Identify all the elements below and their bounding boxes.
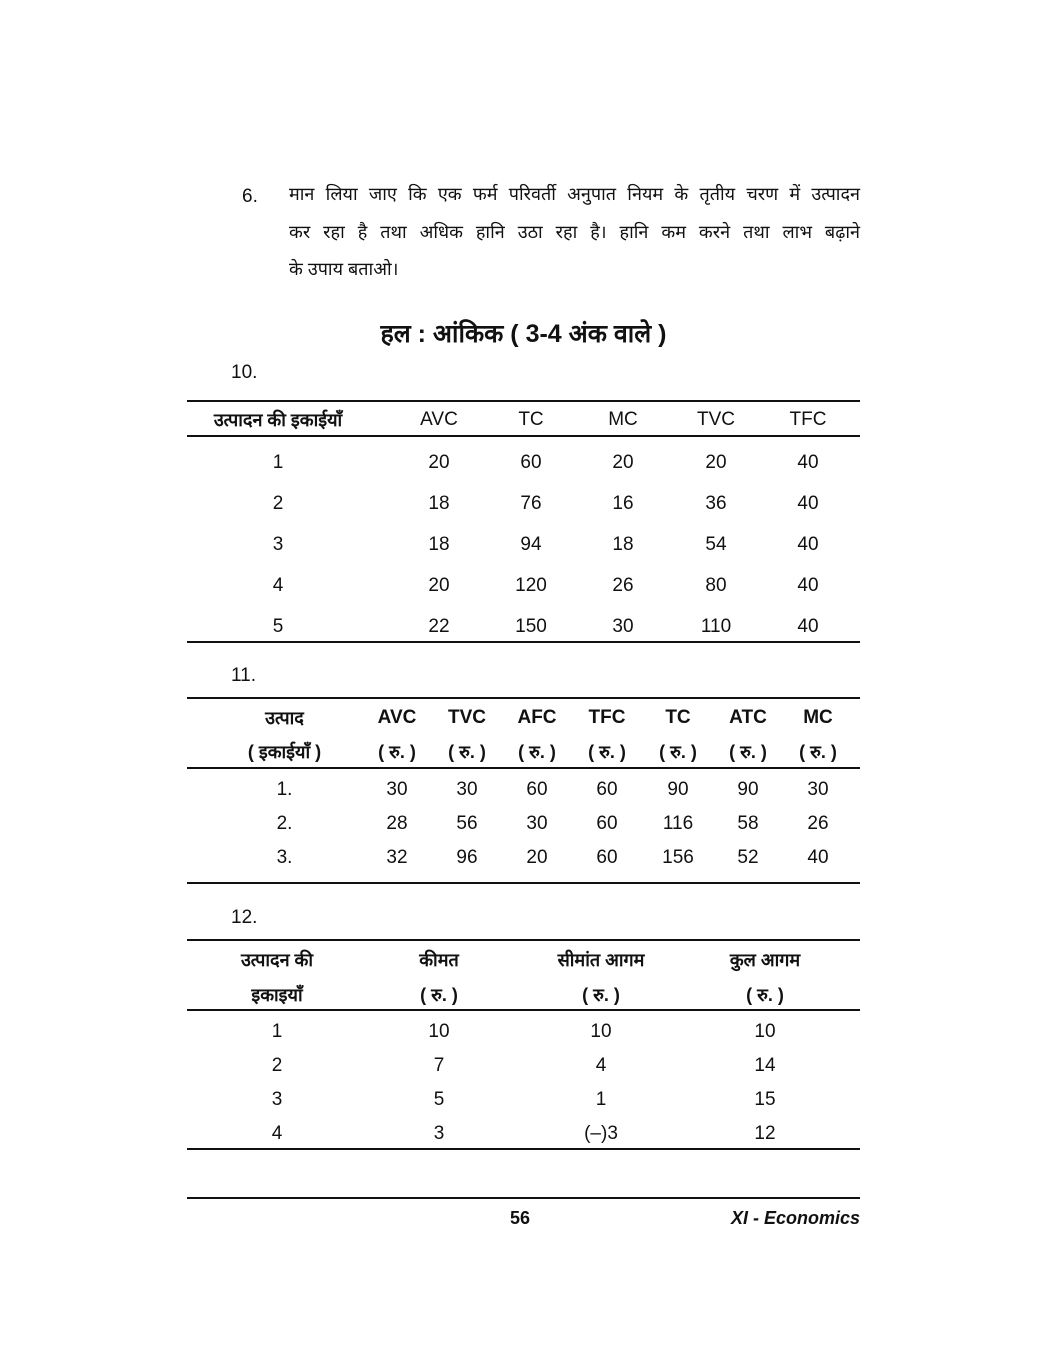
- table-10-header-units: उत्पादन की इकाईयाँ: [213, 410, 343, 430]
- table-12-header-rule: [187, 1009, 860, 1011]
- table-10-bottom-rule: [187, 641, 860, 643]
- table-row: [187, 1085, 860, 1115]
- table-11-cell: 56: [456, 813, 478, 834]
- table-row: [187, 1119, 860, 1149]
- table-11-bottom-rule: [187, 882, 860, 884]
- table-11-cell: 90: [737, 779, 759, 800]
- table-11-header-tfc: TFC: [588, 707, 626, 728]
- table-11-cell: 116: [662, 813, 694, 834]
- table-10-cell: 40: [797, 534, 819, 555]
- table-12-cell: 12: [754, 1123, 776, 1144]
- table-row: [187, 843, 860, 873]
- table-12-header-output: उत्पादन की: [240, 950, 314, 970]
- table-11-cell: 1.: [276, 779, 293, 800]
- table-11-cell: 32: [386, 847, 408, 868]
- table-11-top-rule: [187, 697, 860, 699]
- table-11-subheader-rs: ( रु. ): [448, 742, 486, 762]
- table-11-cell: 28: [386, 813, 408, 834]
- table-11-cell: 26: [807, 813, 829, 834]
- table-11-cell: 30: [807, 779, 829, 800]
- table-11-header-tvc: TVC: [448, 707, 486, 728]
- table-11-subheader-rs: ( रु. ): [799, 742, 837, 762]
- table-10-cell: 18: [428, 493, 450, 514]
- table-10-cell: 22: [428, 616, 450, 637]
- table-11-cell: 30: [456, 779, 478, 800]
- table-11-cell: 20: [526, 847, 548, 868]
- table-11-subheader-rs: ( रु. ): [659, 742, 697, 762]
- table-10-cell: 20: [428, 575, 450, 596]
- table-row: [187, 809, 860, 839]
- table-10-cell: 30: [612, 616, 634, 637]
- table-11-cell: 30: [386, 779, 408, 800]
- table-10-cell: 40: [797, 616, 819, 637]
- table-11-cell: 58: [737, 813, 759, 834]
- table-12-top-rule: [187, 939, 860, 941]
- table-11-header-mc: MC: [803, 707, 833, 728]
- question-6-line-2: कर रहा है तथा अधिक हानि उठा रहा है। हानि कम करने तथा लाभ बढ़ाने: [289, 222, 860, 242]
- table-12-cell: 4: [595, 1055, 607, 1076]
- table-11-cell: 156: [662, 847, 694, 868]
- table-10-cell: 20: [705, 452, 727, 473]
- table-10-cell: 150: [515, 616, 547, 637]
- table-10-top-rule: [187, 400, 860, 402]
- table-12-header-marginal-revenue: सीमांत आगम: [557, 950, 645, 970]
- table-10-cell: 2: [272, 493, 284, 514]
- table-row: [187, 448, 860, 478]
- table-10-cell: 40: [797, 575, 819, 596]
- table-10-cell: 54: [705, 534, 727, 555]
- table-10-cell: 4: [272, 575, 284, 596]
- table-12-cell: 1: [271, 1021, 283, 1042]
- table-10-cell: 16: [612, 493, 634, 514]
- table-row: [187, 775, 860, 805]
- table-11-cell: 90: [667, 779, 689, 800]
- table-row: [187, 571, 860, 601]
- table-11-cell: 60: [596, 847, 618, 868]
- table-11-header-row: [187, 703, 860, 733]
- table-10-cell: 40: [797, 493, 819, 514]
- table-10-cell: 94: [520, 534, 542, 555]
- table-row: [187, 612, 860, 642]
- table-11-cell: 2.: [276, 813, 293, 834]
- table-11-header-avc: AVC: [377, 707, 417, 728]
- table-12-cell: 15: [754, 1089, 776, 1110]
- table-10-header-tvc: TVC: [697, 409, 735, 430]
- table-11-subheader-rs: ( रु. ): [518, 742, 556, 762]
- table-10-cell: 1: [272, 452, 284, 473]
- table-11-header-afc: AFC: [517, 707, 557, 728]
- table-11-cell: 40: [807, 847, 829, 868]
- table-11-header-rule: [187, 767, 860, 769]
- table-row: [187, 1051, 860, 1081]
- table-11-subheader-row: [187, 737, 860, 767]
- table-11-subheader-units: ( इकाईयाँ ): [247, 742, 322, 762]
- question-11-number: 11.: [231, 665, 257, 686]
- question-10-number: 10.: [231, 362, 258, 383]
- table-10-cell: 26: [612, 575, 634, 596]
- question-6-line-3: के उपाय बताओ।: [289, 259, 399, 279]
- table-10-cell: 80: [705, 575, 727, 596]
- table-11-subheader-rs: ( रु. ): [378, 742, 416, 762]
- table-10-header-mc: MC: [608, 409, 638, 430]
- table-11-header-atc: ATC: [729, 707, 767, 728]
- table-12-cell: 1: [595, 1089, 607, 1110]
- table-10-cell: 120: [515, 575, 547, 596]
- table-11-cell: 60: [596, 779, 618, 800]
- table-10-header-avc: AVC: [420, 409, 458, 430]
- table-row: [187, 489, 860, 519]
- table-12-subheader-units: इकाइयाँ: [251, 985, 303, 1005]
- table-12-cell: 2: [271, 1055, 283, 1076]
- footer-rule: [187, 1197, 860, 1199]
- table-12-cell: 3: [271, 1089, 283, 1110]
- table-11-header-tc: TC: [665, 707, 691, 728]
- table-11-cell: 60: [596, 813, 618, 834]
- table-10-cell: 5: [272, 616, 284, 637]
- table-12-cell: 3: [433, 1123, 445, 1144]
- table-10-cell: 76: [520, 493, 542, 514]
- table-row: [187, 530, 860, 560]
- table-11-cell: 96: [456, 847, 478, 868]
- table-12-cell: 5: [433, 1089, 445, 1110]
- table-10-cell: 18: [612, 534, 634, 555]
- table-11-header-output: उत्पाद: [265, 708, 304, 728]
- table-12-header-price: कीमत: [419, 950, 459, 970]
- page-number: 56: [509, 1208, 531, 1228]
- table-12-subheader-rs: ( रु. ): [420, 985, 458, 1005]
- table-11-cell: 3.: [276, 847, 293, 868]
- table-12-subheader-row: [187, 980, 860, 1010]
- table-12-subheader-rs: ( रु. ): [582, 985, 620, 1005]
- table-12-cell: 7: [433, 1055, 445, 1076]
- table-12-cell: 10: [428, 1021, 450, 1042]
- question-6-number: 6.: [242, 186, 258, 207]
- table-10-cell: 20: [428, 452, 450, 473]
- table-12-cell: (–)3: [584, 1123, 618, 1144]
- table-10-cell: 3: [272, 534, 284, 555]
- question-6-line-1: मान लिया जाए कि एक फर्म परिवर्ती अनुपात नियम के तृतीय चरण में उत्पादन: [289, 184, 860, 204]
- table-10-cell: 18: [428, 534, 450, 555]
- table-11-subheader-rs: ( रु. ): [588, 742, 626, 762]
- table-12-header-row: [187, 945, 860, 975]
- table-12-subheader-rs: ( रु. ): [746, 985, 784, 1005]
- table-10-cell: 110: [700, 616, 732, 637]
- table-10-cell: 20: [612, 452, 634, 473]
- book-title: XI - Economics: [730, 1208, 860, 1228]
- table-12-cell: 14: [754, 1055, 776, 1076]
- table-12-cell: 10: [590, 1021, 612, 1042]
- table-10-cell: 36: [705, 493, 727, 514]
- table-12-cell: 10: [754, 1021, 776, 1042]
- table-10-cell: 40: [797, 452, 819, 473]
- table-10-header-tfc: TFC: [789, 409, 827, 430]
- table-11-cell: 30: [526, 813, 548, 834]
- table-11-cell: 60: [526, 779, 548, 800]
- table-10-header-rule: [187, 435, 860, 437]
- table-12-header-total-revenue: कुल आगम: [729, 950, 801, 970]
- question-12-number: 12.: [231, 907, 258, 928]
- table-12-bottom-rule: [187, 1148, 860, 1150]
- table-10-cell: 60: [520, 452, 542, 473]
- table-10-header-tc: TC: [518, 409, 544, 430]
- section-heading: हल : आंकिक ( 3-4 अंक वाले ): [380, 320, 667, 348]
- table-11-cell: 52: [737, 847, 759, 868]
- table-10-header-row: [187, 405, 860, 435]
- table-row: [187, 1017, 860, 1047]
- table-12-cell: 4: [271, 1123, 283, 1144]
- table-11-subheader-rs: ( रु. ): [729, 742, 767, 762]
